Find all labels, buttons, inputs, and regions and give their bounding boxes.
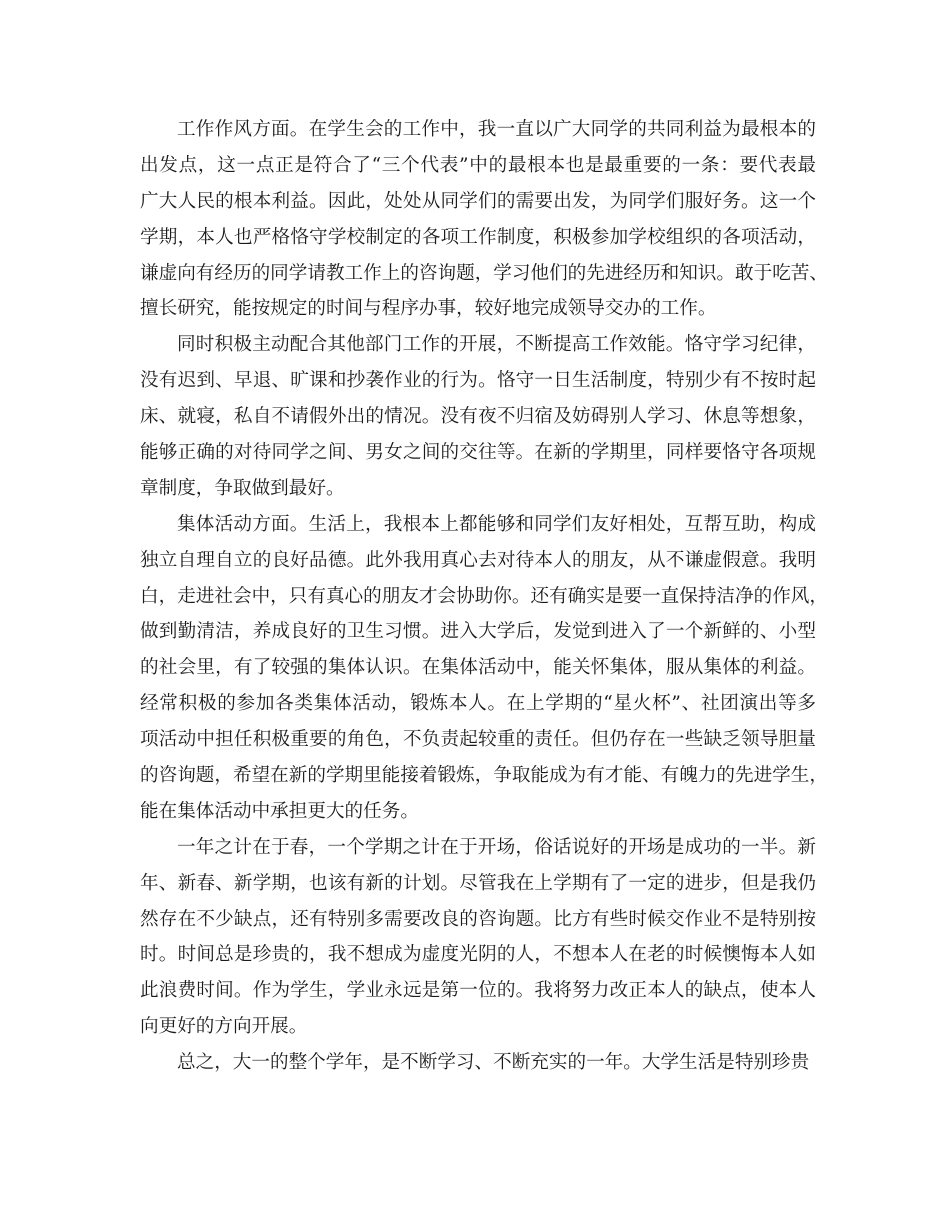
paragraph-line: 出发点，这一点正是符合了“三个代表”中的最根本也是最重要的一条：要代表最 (140, 154, 816, 176)
paragraph-line: 能在集体活动中承担更大的任务。 (140, 800, 419, 822)
paragraph-line: 谦虚向有经历的同学请教工作上的咨询题，学习他们的先进经历和知识。敢于吃苦、 (140, 262, 828, 284)
paragraph-line: 的社会里，有了较强的集体认识。在集体活动中，能关怀集体，服从集体的利益。 (140, 657, 816, 679)
paragraph-line: 学期，本人也严格恪守学校制定的各项工作制度，积极参加学校组织的各项活动， (140, 226, 816, 248)
paragraph-line: 此浪费时间。作为学生，学业永远是第一位的。我将努力改正本人的缺点，使本人 (140, 980, 816, 1002)
paragraph-line: 做到勤清洁，养成良好的卫生习惯。进入大学后，发觉到进入了一个新鲜的、小型 (140, 621, 816, 643)
paragraph-line: 床、就寝，私自不请假外出的情况。没有夜不归宿及妨碍别人学习、休息等想象， (140, 406, 816, 428)
paragraph-line: 广大人民的根本利益。因此，处处从同学们的需要出发，为同学们服好务。这一个 (140, 190, 816, 212)
paragraph-line: 能够正确的对待同学之间、男女之间的交往等。在新的学期里，同样要恪守各项规 (140, 442, 816, 464)
paragraph-line: 项活动中担任积极重要的角色，不负责起较重的责任。但仍存在一些缺乏领导胆量 (140, 729, 816, 751)
document-body (140, 112, 828, 1081)
paragraph-line: 工作作风方面。在学生会的工作中，我一直以广大同学的共同利益为最根本的 (177, 119, 816, 140)
paragraph-line: 经常积极的参加各类集体活动，锻炼本人。在上学期的“星火杯”、社团演出等多 (140, 693, 816, 715)
paragraph-line: 一年之计在于春，一个学期之计在于开场，俗话说好的开场是成功的一半。新 (177, 836, 816, 858)
paragraph-line: 同时积极主动配合其他部门工作的开展，不断提高工作效能。恪守学习纪律， (177, 334, 816, 356)
paragraph-line: 时。时间总是珍贵的，我不想成为虚度光阴的人，不想本人在老的时候懊悔本人如 (140, 944, 816, 966)
paragraph-line: 没有迟到、早退、旷课和抄袭作业的行为。恪守一日生活制度，特别少有不按时起 (140, 370, 816, 392)
paragraph-line: 总之，大一的整个学年，是不断学习、不断充实的一年。大学生活是特别珍贵 (177, 1052, 810, 1074)
paragraph-line: 向更好的方向开展。 (140, 1016, 308, 1038)
paragraph-line: 章制度，争取做到最好。 (140, 477, 345, 499)
paragraph-line: 集体活动方面。生活上，我根本上都能够和同学们友好相处，互帮互助，构成 (177, 513, 816, 535)
paragraph-line: 白，走进社会中，只有真心的朋友才会协助你。还有确实是要一直保持洁净的作风， (140, 585, 828, 607)
paragraph-line: 独立自理自立的良好品德。此外我用真心去对待本人的朋友，从不谦虚假意。我明 (140, 549, 816, 571)
paragraph-line: 然存在不少缺点，还有特别多需要改良的咨询题。比方有些时候交作业不是特别按 (140, 908, 816, 930)
paragraph-line: 的咨询题，希望在新的学期里能接着锻炼，争取能成为有才能、有魄力的先进学生， (140, 765, 828, 787)
paragraph-line: 擅长研究，能按规定的时间与程序办事，较好地完成领导交办的工作。 (140, 298, 717, 320)
paragraph-line: 年、新春、新学期，也该有新的计划。尽管我在上学期有了一定的进步，但是我仍 (140, 872, 816, 894)
